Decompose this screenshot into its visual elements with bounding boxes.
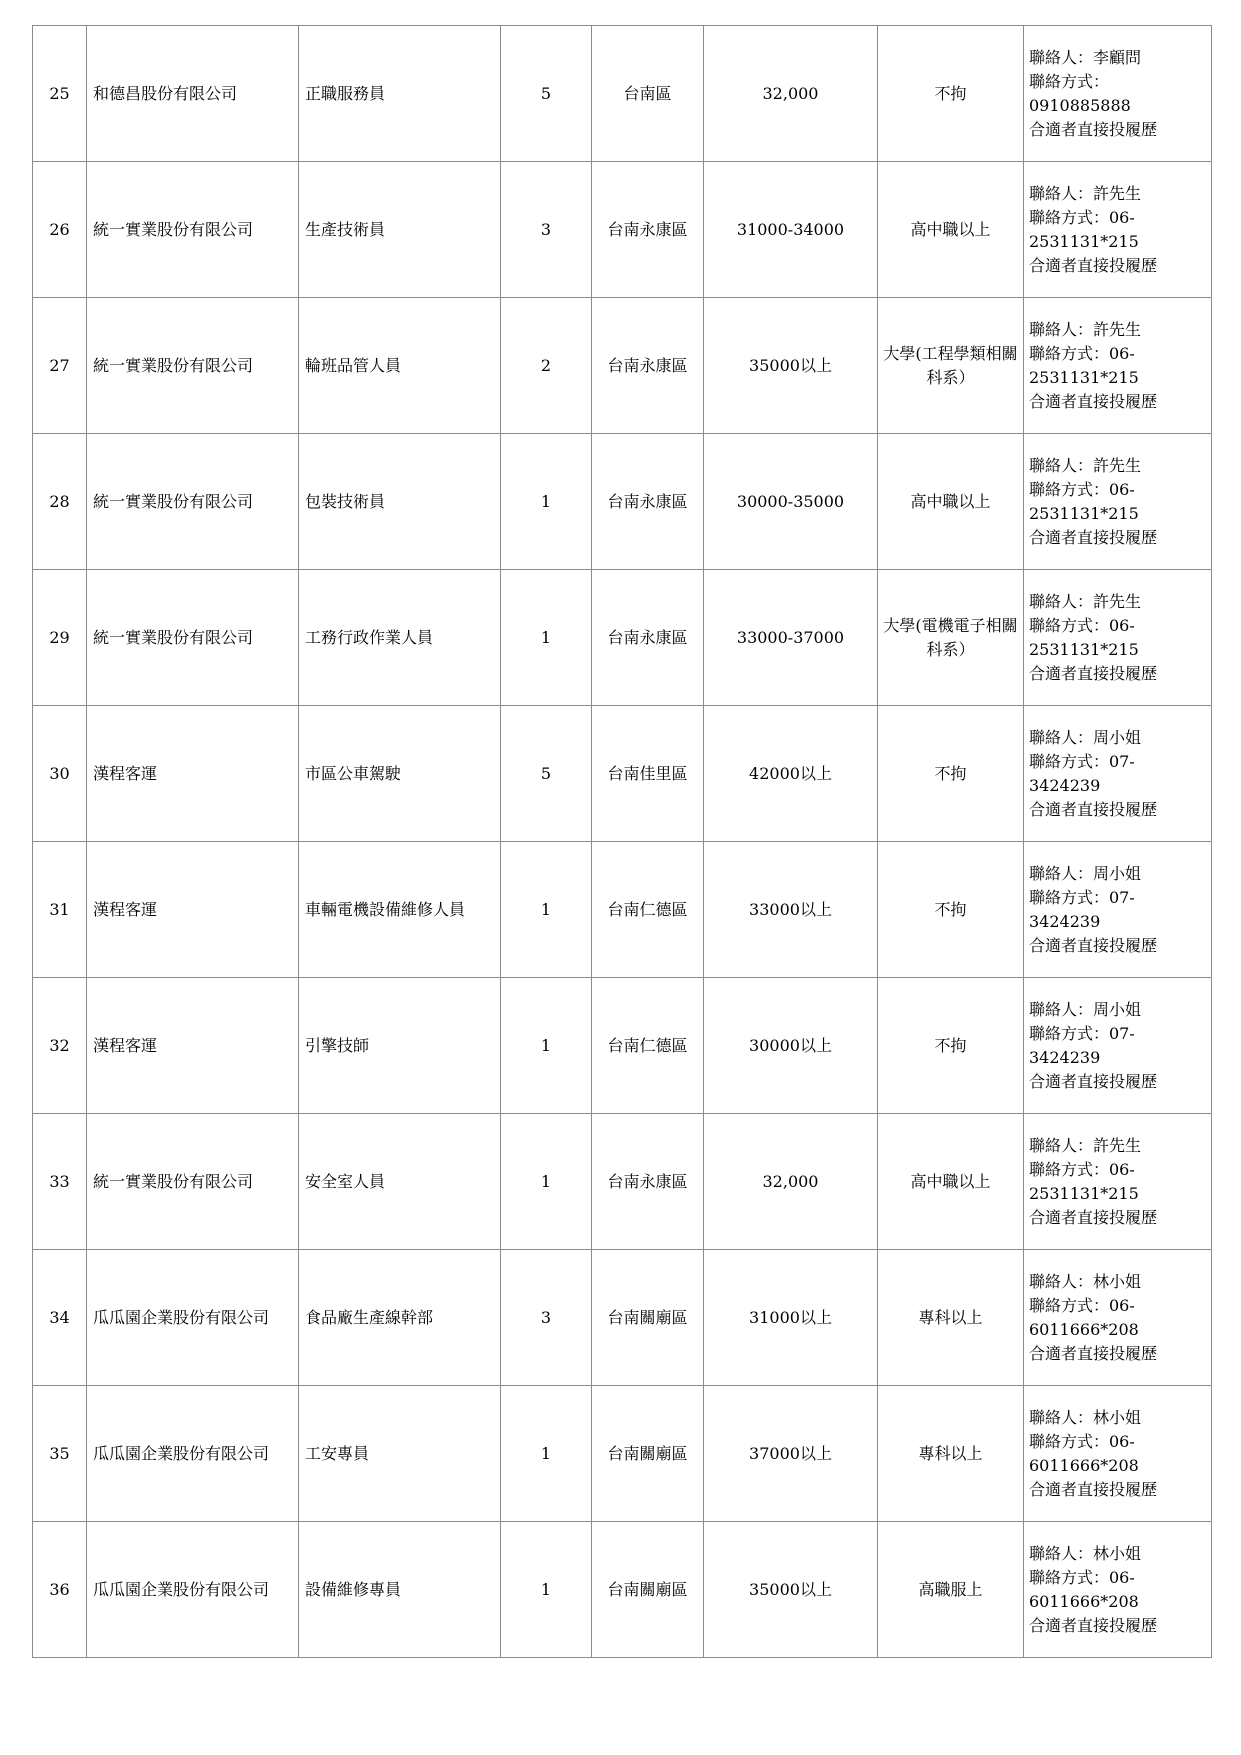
work-area: 台南仁德區 bbox=[592, 978, 704, 1114]
table-row bbox=[33, 1386, 1212, 1522]
contact-info bbox=[1024, 1522, 1212, 1658]
salary: 35000以上 bbox=[704, 1522, 878, 1658]
contact-info bbox=[1024, 570, 1212, 706]
company-name: 漢程客運 bbox=[87, 978, 299, 1114]
table-row bbox=[33, 162, 1212, 298]
contact-line: 3424239 bbox=[1029, 1047, 1101, 1067]
company-name: 瓜瓜園企業股份有限公司 bbox=[87, 1522, 299, 1658]
contact-line: 聯絡方式：06- bbox=[1029, 343, 1135, 363]
salary: 32,000 bbox=[704, 26, 878, 162]
contact-line: 聯絡人：許先生 bbox=[1029, 591, 1142, 611]
openings-count: 1 bbox=[501, 570, 592, 706]
contact-line: 聯絡人：周小姐 bbox=[1029, 999, 1142, 1019]
contact-line: 聯絡方式：07- bbox=[1029, 751, 1135, 771]
contact-line: 合適者直接投履歷 bbox=[1029, 1479, 1158, 1499]
job-listing-table bbox=[32, 25, 1212, 1658]
openings-count: 5 bbox=[501, 26, 592, 162]
contact-line: 聯絡方式：06- bbox=[1029, 207, 1135, 227]
table-row bbox=[33, 1250, 1212, 1386]
company-name: 瓜瓜園企業股份有限公司 bbox=[87, 1386, 299, 1522]
contact-line: 2531131*215 bbox=[1029, 503, 1139, 523]
contact-line: 合適者直接投履歷 bbox=[1029, 1207, 1158, 1227]
contact-line: 聯絡方式： bbox=[1029, 71, 1110, 91]
work-area: 台南永康區 bbox=[592, 298, 704, 434]
salary: 31000-34000 bbox=[704, 162, 878, 298]
table-row bbox=[33, 706, 1212, 842]
job-title: 生產技術員 bbox=[299, 162, 501, 298]
contact-line: 聯絡人：林小姐 bbox=[1029, 1271, 1142, 1291]
openings-count: 1 bbox=[501, 434, 592, 570]
contact-line: 0910885888 bbox=[1029, 95, 1131, 115]
row-number: 32 bbox=[33, 978, 87, 1114]
salary: 30000-35000 bbox=[704, 434, 878, 570]
education-requirement: 大學(工程學類相關科系） bbox=[878, 298, 1024, 434]
company-name: 和德昌股份有限公司 bbox=[87, 26, 299, 162]
job-title: 市區公車駕駛 bbox=[299, 706, 501, 842]
contact-line: 聯絡人：許先生 bbox=[1029, 183, 1142, 203]
row-number: 25 bbox=[33, 26, 87, 162]
contact-line: 6011666*208 bbox=[1029, 1591, 1139, 1611]
company-name: 統一實業股份有限公司 bbox=[87, 434, 299, 570]
contact-line: 聯絡方式：06- bbox=[1029, 1159, 1135, 1179]
work-area: 台南永康區 bbox=[592, 570, 704, 706]
work-area: 台南永康區 bbox=[592, 1114, 704, 1250]
company-name: 瓜瓜園企業股份有限公司 bbox=[87, 1250, 299, 1386]
contact-line: 2531131*215 bbox=[1029, 367, 1139, 387]
contact-info bbox=[1024, 26, 1212, 162]
contact-info bbox=[1024, 298, 1212, 434]
education-requirement: 專科以上 bbox=[878, 1386, 1024, 1522]
salary: 32,000 bbox=[704, 1114, 878, 1250]
education-requirement: 不拘 bbox=[878, 706, 1024, 842]
work-area: 台南永康區 bbox=[592, 434, 704, 570]
contact-line: 聯絡人：林小姐 bbox=[1029, 1407, 1142, 1427]
job-title: 設備維修專員 bbox=[299, 1522, 501, 1658]
company-name: 漢程客運 bbox=[87, 842, 299, 978]
contact-info bbox=[1024, 1114, 1212, 1250]
job-title: 車輛電機設備維修人員 bbox=[299, 842, 501, 978]
contact-line: 聯絡方式：06- bbox=[1029, 1295, 1135, 1315]
contact-info bbox=[1024, 978, 1212, 1114]
contact-line: 合適者直接投履歷 bbox=[1029, 527, 1158, 547]
contact-line: 合適者直接投履歷 bbox=[1029, 663, 1158, 683]
education-requirement: 專科以上 bbox=[878, 1250, 1024, 1386]
contact-info bbox=[1024, 162, 1212, 298]
education-requirement: 高中職以上 bbox=[878, 1114, 1024, 1250]
company-name: 統一實業股份有限公司 bbox=[87, 162, 299, 298]
contact-line: 聯絡方式：07- bbox=[1029, 887, 1135, 907]
row-number: 35 bbox=[33, 1386, 87, 1522]
contact-line: 聯絡人：許先生 bbox=[1029, 1135, 1142, 1155]
work-area: 台南佳里區 bbox=[592, 706, 704, 842]
salary: 30000以上 bbox=[704, 978, 878, 1114]
contact-line: 聯絡方式：07- bbox=[1029, 1023, 1135, 1043]
contact-line: 聯絡方式：06- bbox=[1029, 1431, 1135, 1451]
contact-info bbox=[1024, 1386, 1212, 1522]
openings-count: 1 bbox=[501, 842, 592, 978]
contact-line: 合適者直接投履歷 bbox=[1029, 799, 1158, 819]
row-number: 28 bbox=[33, 434, 87, 570]
work-area: 台南永康區 bbox=[592, 162, 704, 298]
education-requirement: 高中職以上 bbox=[878, 162, 1024, 298]
contact-line: 聯絡人：周小姐 bbox=[1029, 863, 1142, 883]
contact-line: 3424239 bbox=[1029, 775, 1101, 795]
contact-info bbox=[1024, 1250, 1212, 1386]
contact-line: 聯絡人：周小姐 bbox=[1029, 727, 1142, 747]
job-listing-body bbox=[33, 26, 1212, 1658]
company-name: 統一實業股份有限公司 bbox=[87, 570, 299, 706]
work-area: 台南仁德區 bbox=[592, 842, 704, 978]
table-row bbox=[33, 570, 1212, 706]
education-requirement: 高職服上 bbox=[878, 1522, 1024, 1658]
contact-line: 6011666*208 bbox=[1029, 1455, 1139, 1475]
row-number: 26 bbox=[33, 162, 87, 298]
salary: 33000-37000 bbox=[704, 570, 878, 706]
contact-line: 合適者直接投履歷 bbox=[1029, 391, 1158, 411]
openings-count: 2 bbox=[501, 298, 592, 434]
table-row bbox=[33, 1114, 1212, 1250]
contact-info bbox=[1024, 706, 1212, 842]
row-number: 33 bbox=[33, 1114, 87, 1250]
openings-count: 5 bbox=[501, 706, 592, 842]
contact-line: 2531131*215 bbox=[1029, 639, 1139, 659]
row-number: 30 bbox=[33, 706, 87, 842]
contact-line: 聯絡方式：06- bbox=[1029, 479, 1135, 499]
work-area: 台南區 bbox=[592, 26, 704, 162]
contact-line: 聯絡人：許先生 bbox=[1029, 455, 1142, 475]
contact-line: 2531131*215 bbox=[1029, 1183, 1139, 1203]
job-title: 安全室人員 bbox=[299, 1114, 501, 1250]
contact-line: 聯絡人：李顧問 bbox=[1029, 47, 1142, 67]
job-title: 引擎技師 bbox=[299, 978, 501, 1114]
contact-line: 合適者直接投履歷 bbox=[1029, 935, 1158, 955]
salary: 33000以上 bbox=[704, 842, 878, 978]
contact-line: 合適者直接投履歷 bbox=[1029, 255, 1158, 275]
openings-count: 1 bbox=[501, 1114, 592, 1250]
salary: 37000以上 bbox=[704, 1386, 878, 1522]
contact-line: 合適者直接投履歷 bbox=[1029, 1343, 1158, 1363]
table-row bbox=[33, 26, 1212, 162]
table-row bbox=[33, 842, 1212, 978]
salary: 42000以上 bbox=[704, 706, 878, 842]
contact-line: 合適者直接投履歷 bbox=[1029, 1615, 1158, 1635]
work-area: 台南關廟區 bbox=[592, 1250, 704, 1386]
row-number: 34 bbox=[33, 1250, 87, 1386]
contact-line: 聯絡方式：06- bbox=[1029, 615, 1135, 635]
education-requirement: 大學(電機電子相關科系） bbox=[878, 570, 1024, 706]
salary: 31000以上 bbox=[704, 1250, 878, 1386]
company-name: 漢程客運 bbox=[87, 706, 299, 842]
row-number: 27 bbox=[33, 298, 87, 434]
salary: 35000以上 bbox=[704, 298, 878, 434]
row-number: 29 bbox=[33, 570, 87, 706]
table-row bbox=[33, 434, 1212, 570]
work-area: 台南關廟區 bbox=[592, 1522, 704, 1658]
education-requirement: 不拘 bbox=[878, 842, 1024, 978]
contact-info bbox=[1024, 842, 1212, 978]
row-number: 36 bbox=[33, 1522, 87, 1658]
table-row bbox=[33, 1522, 1212, 1658]
openings-count: 1 bbox=[501, 978, 592, 1114]
company-name: 統一實業股份有限公司 bbox=[87, 1114, 299, 1250]
job-title: 正職服務員 bbox=[299, 26, 501, 162]
table-row bbox=[33, 298, 1212, 434]
job-title: 工安專員 bbox=[299, 1386, 501, 1522]
contact-line: 合適者直接投履歷 bbox=[1029, 119, 1158, 139]
work-area: 台南關廟區 bbox=[592, 1386, 704, 1522]
company-name: 統一實業股份有限公司 bbox=[87, 298, 299, 434]
openings-count: 1 bbox=[501, 1522, 592, 1658]
education-requirement: 不拘 bbox=[878, 978, 1024, 1114]
contact-line: 合適者直接投履歷 bbox=[1029, 1071, 1158, 1091]
openings-count: 3 bbox=[501, 1250, 592, 1386]
contact-info bbox=[1024, 434, 1212, 570]
contact-line: 聯絡人：林小姐 bbox=[1029, 1543, 1142, 1563]
openings-count: 1 bbox=[501, 1386, 592, 1522]
job-title: 包裝技術員 bbox=[299, 434, 501, 570]
job-title: 輪班品管人員 bbox=[299, 298, 501, 434]
contact-line: 聯絡人：許先生 bbox=[1029, 319, 1142, 339]
contact-line: 3424239 bbox=[1029, 911, 1101, 931]
job-title: 工務行政作業人員 bbox=[299, 570, 501, 706]
contact-line: 聯絡方式：06- bbox=[1029, 1567, 1135, 1587]
education-requirement: 不拘 bbox=[878, 26, 1024, 162]
table-row bbox=[33, 978, 1212, 1114]
row-number: 31 bbox=[33, 842, 87, 978]
openings-count: 3 bbox=[501, 162, 592, 298]
education-requirement: 高中職以上 bbox=[878, 434, 1024, 570]
job-title: 食品廠生產線幹部 bbox=[299, 1250, 501, 1386]
contact-line: 6011666*208 bbox=[1029, 1319, 1139, 1339]
contact-line: 2531131*215 bbox=[1029, 231, 1139, 251]
